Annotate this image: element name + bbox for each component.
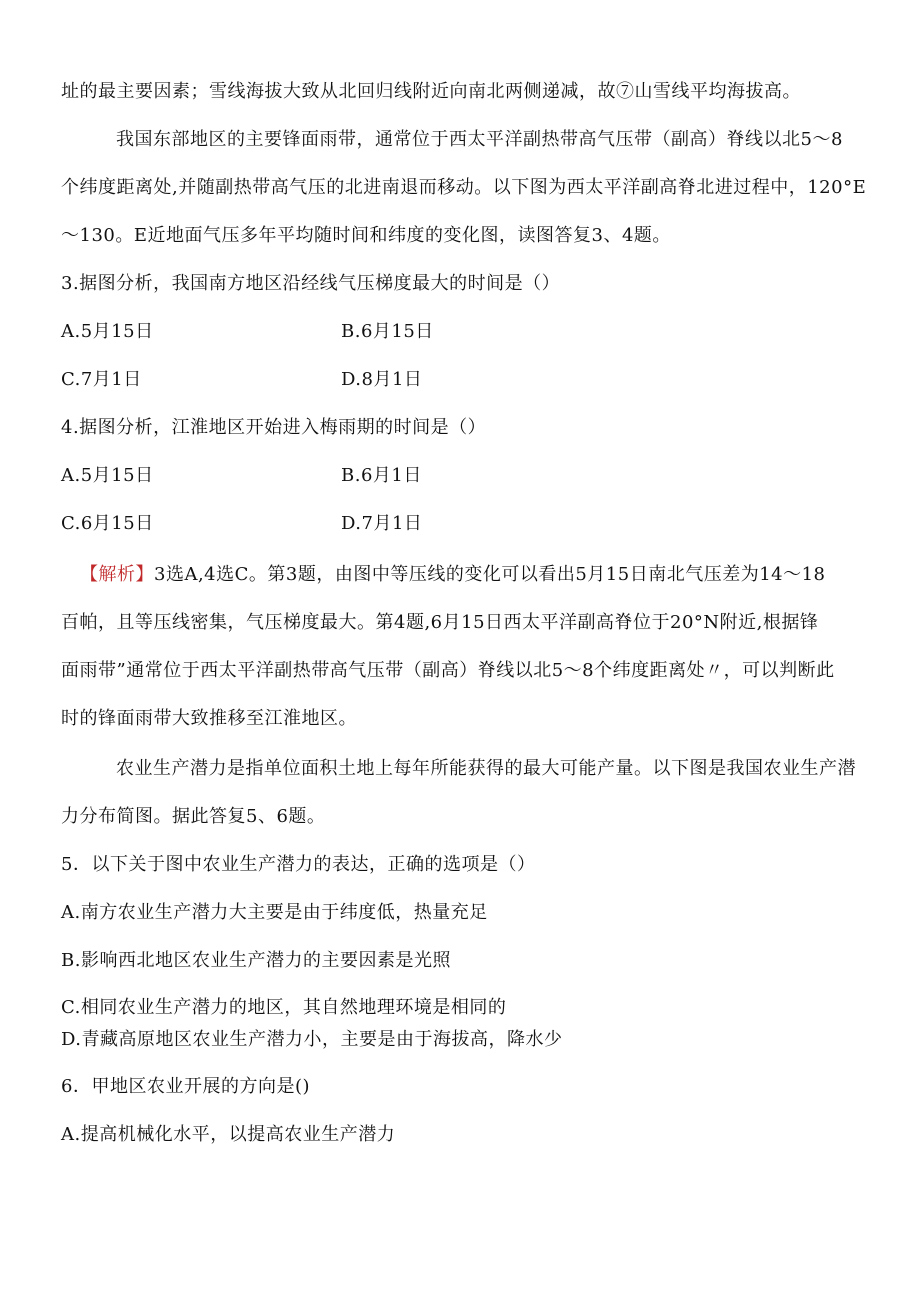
intro2-line-1: 农业生产潜力是指单位面积土地上每年所能获得的最大可能产量。以下图是我国农业生产潜 <box>116 758 856 779</box>
question-5-option-a: A.南方农业生产潜力大主要是由于纬度低，热量充足 <box>61 902 488 923</box>
question-4-option-c: C.6月15日 <box>61 513 154 534</box>
question-4-option-b: B.6月1日 <box>341 465 422 486</box>
question-5-option-b: B.影响西北地区农业生产潜力的主要因素是光照 <box>61 950 451 971</box>
question-3-option-c: C.7月1日 <box>61 369 142 390</box>
question-3-option-d: D.8月1日 <box>341 369 423 390</box>
question-6-stem: 6．甲地区农业开展的方向是() <box>61 1076 310 1097</box>
question-5-option-d: D.青藏高原地区农业生产潜力小，主要是由于海拔高，降水少 <box>61 1029 563 1050</box>
analysis-line-3: 面雨带”通常位于西太平洋副热带高气压带（副高）脊线以北5～8个纬度距离处〃，可以判断此 <box>61 660 835 681</box>
intro2-line-2: 力分布简图。据此答复5、6题。 <box>61 806 326 827</box>
intro-paragraph-line-1: 我国东部地区的主要锋面雨带，通常位于西太平洋副热带高气压带（副高）脊线以北5～8 <box>116 129 843 150</box>
question-4-stem: 4.据图分析，江淮地区开始进入梅雨期的时间是（） <box>61 417 487 438</box>
question-3-option-b: B.6月15日 <box>341 321 434 342</box>
intro-paragraph-line-2: 个纬度距离处,并随副热带高气压的北进南退而移动。以下图为西太平洋副高脊北进过程中，120°E <box>61 177 867 198</box>
analysis-tag: 【解析】 <box>80 564 154 585</box>
intro-paragraph-line-3: ～130。E近地面气压多年平均随时间和纬度的变化图，读图答复3、4题。 <box>61 225 671 246</box>
question-6-option-a: A.提高机械化水平，以提高农业生产潜力 <box>61 1124 396 1145</box>
analysis-line-1 <box>80 563 826 587</box>
question-4-option-d: D.7月1日 <box>341 513 423 534</box>
analysis-line-4: 时的锋面雨带大致推移至江淮地区。 <box>61 708 357 729</box>
analysis-line-2: 百帕，且等压线密集，气压梯度最大。第4题,6月15日西太平洋副高脊位于20°N附近,根据锋 <box>61 612 819 633</box>
question-3-stem: 3.据图分析，我国南方地区沿经线气压梯度最大的时间是（） <box>61 273 561 294</box>
paragraph-continuation: 址的最主要因素；雪线海拔大致从北回归线附近向南北两侧递减，故⑦山雪线平均海拔高。 <box>61 81 801 102</box>
question-5-stem: 5．以下关于图中农业生产潜力的表达，正确的选项是（） <box>61 854 536 875</box>
analysis-text: 3选A,4选C。第3题，由图中等压线的变化可以看出5月15日南北气压差为14～18 <box>154 564 826 585</box>
question-5-option-c: C.相同农业生产潜力的地区，其自然地理环境是相同的 <box>61 997 507 1018</box>
question-3-option-a: A.5月15日 <box>61 321 154 342</box>
question-4-option-a: A.5月15日 <box>61 465 154 486</box>
